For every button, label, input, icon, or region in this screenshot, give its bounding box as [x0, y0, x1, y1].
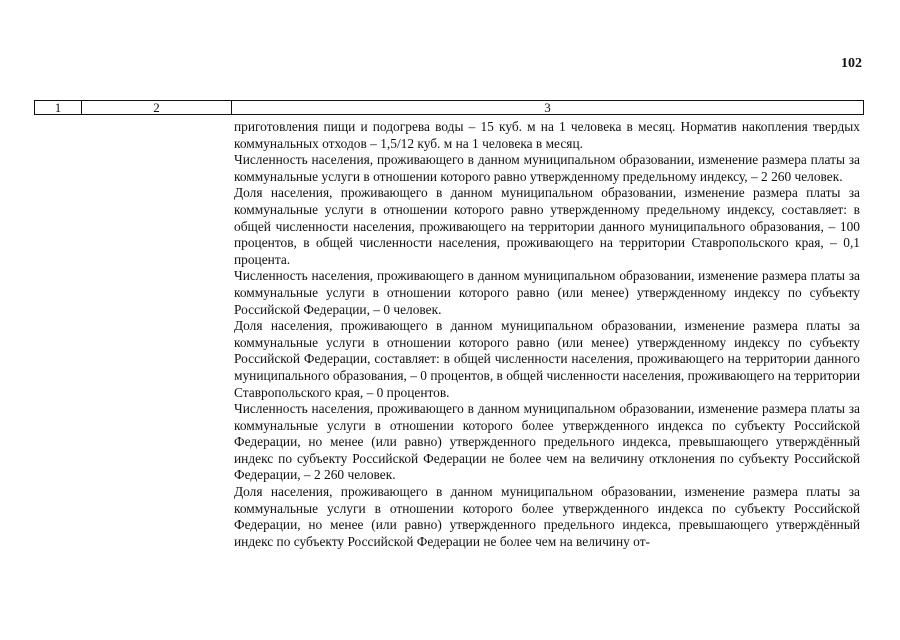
column-3-text: [234, 119, 860, 550]
column-number-header: [34, 100, 864, 115]
column-1-number: 1: [35, 101, 82, 115]
paragraph-share-equal-limit: Доля населения, проживающего в данном муниципальном образовании, изменение размера платы за коммунальные услуги в отношении которого равно утвержденному предельному индексу, составляет: в общей численности населения, проживающего на территории данного муниципального образования, – 100 процентов, в общей численности населения, проживающего на территории Ставропольского края, – 0,1 процента.: [234, 185, 860, 267]
page-number: 102: [841, 56, 862, 71]
paragraph-population-equal-limit: Численность населения, проживающего в данном муниципальном образовании, изменение размера платы за коммунальные услуги в отношении которого равно утвержденному предельному индексу, – 2 260 человек.: [234, 152, 860, 184]
column-2-number: 2: [82, 101, 232, 115]
paragraph-share-above-index: Доля населения, проживающего в данном муниципальном образовании, изменение размера платы за коммунальные услуги в отношении которого более утвержденного индекса по субъекту Российской Федерации, но менее (или равно) утвержденного предельного индекса, превышающего утверждённый индекс по субъекту Российской Федерации не более чем на величину от-: [234, 484, 860, 549]
paragraph-heating-norms: приготовления пищи и подогрева воды – 15 куб. м на 1 человека в месяц. Норматив накопления твердых коммунальных отходов – 1,5/12 куб. м на 1 человека в месяц.: [234, 119, 860, 151]
column-3-number: 3: [232, 101, 864, 115]
paragraph-share-below-index: Доля населения, проживающего в данном муниципальном образовании, изменение размера платы за коммунальные услуги в отношении которого равно (или менее) утвержденному индексу по субъекту Российской Федерации, составляет: в общей численности населения, проживающего на территории данного муниципального образования, – 0 процентов, в общей численности населения, проживающего на территории Ставропольского края, – 0 процентов.: [234, 318, 861, 400]
header-row: [35, 101, 864, 115]
paragraph-population-below-index: Численность населения, проживающего в данном муниципальном образовании, изменение размера платы за коммунальные услуги в отношении которого равно (или менее) утвержденному индексу по субъекту Российской Федерации, – 0 человек.: [234, 268, 860, 317]
paragraph-population-above-index: Численность населения, проживающего в данном муниципальном образовании, изменение размера платы за коммунальные услуги в отношении которого более утвержденного индекса по субъекту Российской Федерации, но менее (или равно) утвержденного предельного индекса, превышающего утверждённый индекс по субъекту Российской Федерации не более чем на величину отклонения по субъекту Российской Федерации, – 2 260 человек.: [234, 401, 860, 483]
